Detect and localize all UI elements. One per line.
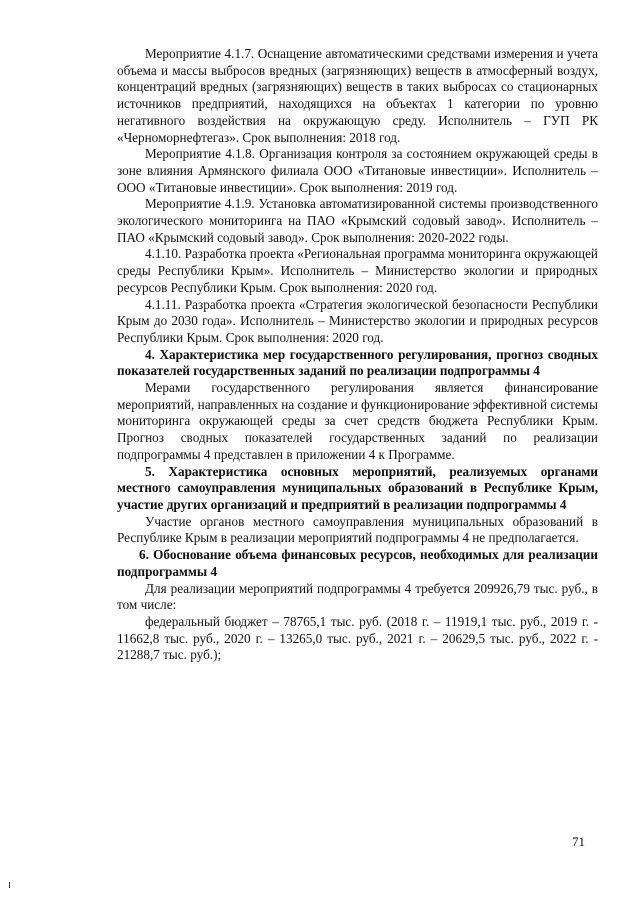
section-heading-5: 5. Характеристика основных мероприятий, реализуемых органами местного самоуправления муниципальных образований в Республике Крым, участие других организаций и предприятий в реализации подпрограммы 4: [117, 463, 598, 512]
paragraph-federal-budget: федеральный бюджет – 78765,1 тыс. руб. (2018 г. – 11919,1 тыс. руб., 2019 г. - 11662,8 тыс. руб., 2020 г. – 13265,0 тыс. руб., 2021 г. – 20629,5 тыс. руб., 2022 г. - 21288,7 тыс. руб.);: [117, 613, 598, 663]
paragraph-4-1-7: Мероприятие 4.1.7. Оснащение автоматическими средствами измерения и учета объема и массы выбросов вредных (загрязняющих) веществ в атмосферный воздух, концентраций вредных (загрязняющих) веществ в таких выбросах со стационарных источников предприятий, находящихся на объектах 1 категории по уровню негативного воздействия на окружающую среду. Исполнитель – ГУП РК «Черноморнефтегаз». Срок выполнения: 2018 год.: [117, 46, 598, 145]
paragraph-local-government: Участие органов местного самоуправления муниципальных образований в Республике Крым в реализации мероприятий подпрограммы 4 не предполагается.: [117, 513, 598, 546]
page-number: 71: [572, 834, 585, 849]
paragraph-4-1-8: Мероприятие 4.1.8. Организация контроля за состоянием окружающей среды в зоне влияния Армянского филиала ООО «Титановые инвестиции». Исполнитель – ООО «Титановые инвестиции». Срок выполнения: 2019 год.: [117, 146, 598, 195]
section-heading-4: 4. Характеристика мер государственного регулирования, прогноз сводных показателей государственных заданий по реализации подпрограммы 4: [117, 346, 598, 379]
paragraph-state-regulation: Мерами государственного регулирования является финансирование мероприятий, направленных на создание и функционирование эффективной системы мониторинга окружающей среды за счет средств бюджета Республики Крым. Прогноз сводных показателей государственных заданий по реализации подпрограммы 4 представлен в приложении 4 к Программе.: [117, 380, 598, 462]
scan-artifact: [9, 882, 10, 888]
paragraph-4-1-10: 4.1.10. Разработка проекта «Региональная программа мониторинга окружающей среды Республики Крым». Исполнитель – Министерство экологии и природных ресурсов Республики Крым. Срок выполнения: 2020 год.: [117, 246, 598, 295]
paragraph-total-funding: Для реализации мероприятий подпрограммы 4 требуется 209926,79 тыс. руб., в том числе:: [117, 580, 598, 613]
paragraph-4-1-11: 4.1.11. Разработка проекта «Стратегия экологической безопасности Республики Крым до 2030 года». Исполнитель – Министерство экологии и природных ресурсов Республики Крым. Срок выполнения: 2020 год.: [117, 296, 598, 345]
paragraph-4-1-9: Мероприятие 4.1.9. Установка автоматизированной системы производственного экологического мониторинга на ПАО «Крымский содовый завод». Исполнитель – ПАО «Крымский содовый завод». Срок выполнения: 2020-2022 годы.: [117, 196, 598, 245]
section-heading-6: 6. Обоснование объема финансовых ресурсов, необходимых для реализации подпрограммы 4: [117, 547, 598, 579]
document-body: [117, 46, 598, 664]
